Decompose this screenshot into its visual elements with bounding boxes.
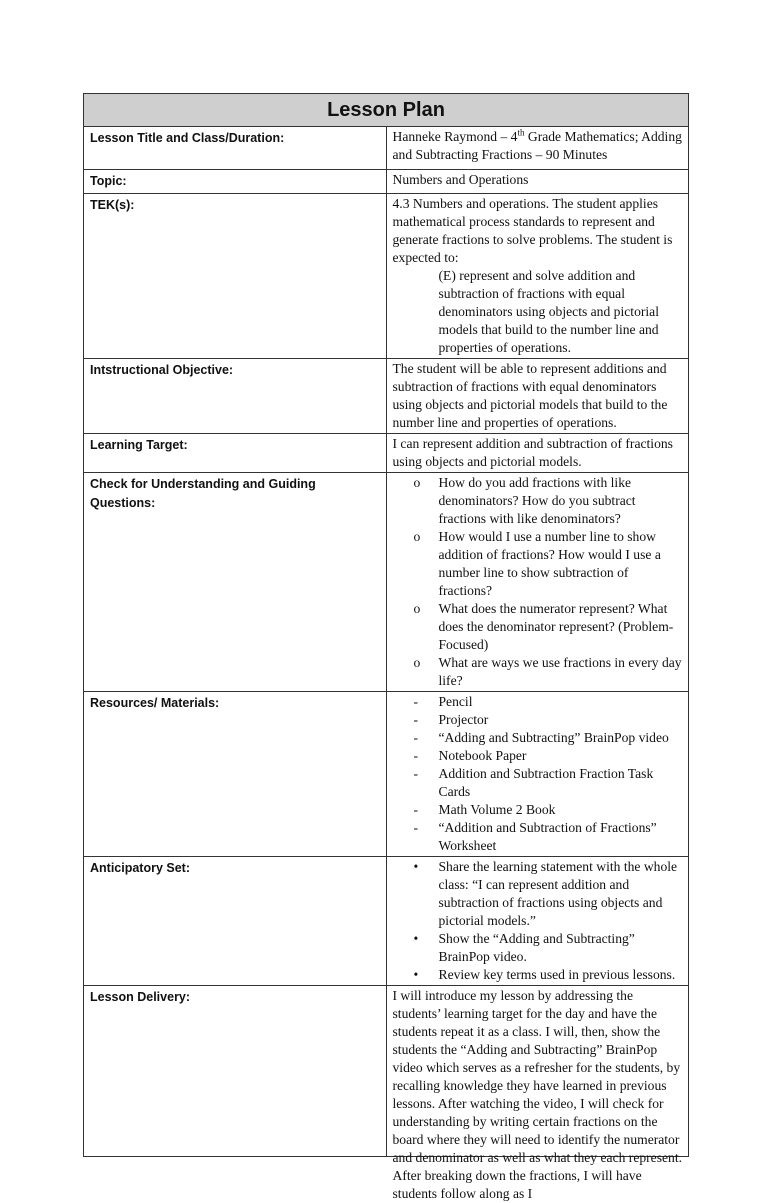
list-item: - “Adding and Subtracting” BrainPop video: [413, 730, 669, 745]
row-teks: [84, 194, 689, 359]
bullet-icon: •: [413, 967, 419, 982]
objective-label: Intstructional Objective:: [84, 359, 387, 434]
circle-bullet-icon: o: [413, 655, 421, 670]
row-learning-target: [84, 434, 689, 473]
dash-bullet-icon: -: [413, 712, 419, 727]
lesson-delivery-paragraph: I will introduce my lesson by addressing the students’ learning target for the day and have the students repeat it as a class. I will, then, show the students the “Adding and Subtracting” BrainPop video which serves as a refresher for the students, by recalling knowledge they have learned in previous lessons. After watching the video, I will check for understanding by writing certain fractions on the board where they will need to identify the numerator and denominator as well as what they each represent.: [392, 988, 683, 1165]
learning-target-label: Learning Target:: [84, 434, 387, 473]
anticipatory-set-value: [386, 857, 689, 986]
lesson-delivery-paragraph: After breaking down the fractions, I will have students follow along as I: [392, 1168, 642, 1201]
lesson-plan-table: [83, 93, 689, 1201]
table-title: Lesson Plan: [84, 94, 689, 127]
row-lesson-delivery: [84, 986, 689, 1157]
guiding-questions-list: [393, 474, 683, 690]
list-item: o What are ways we use fractions in every day life?: [413, 655, 682, 688]
circle-bullet-icon: o: [413, 529, 421, 544]
resources-list: [393, 693, 683, 855]
teks-intro: 4.3 Numbers and operations. The student applies mathematical process standards to represent and generate fractions to solve problems. The student is expected to:: [392, 196, 673, 265]
list-item: o How would I use a number line to show addition of fractions? How would I use a number line to show subtraction of fractions?: [413, 529, 661, 598]
objective-value: The student will be able to represent additions and subtraction of fractions with equal denominators using objects and pictorial models that build to the number line and properties of operations.: [386, 359, 689, 434]
teks-value: [386, 194, 689, 359]
bullet-icon: •: [413, 931, 419, 946]
row-objective: [84, 359, 689, 434]
row-anticipatory-set: [84, 857, 689, 986]
anticipatory-set-label: Anticipatory Set:: [84, 857, 387, 986]
list-item: - Addition and Subtraction Fraction Task Cards: [413, 766, 654, 799]
row-resources: [84, 692, 689, 857]
list-item: - Projector: [413, 712, 489, 727]
dash-bullet-icon: -: [413, 694, 419, 709]
anticipatory-list: [393, 858, 683, 984]
circle-bullet-icon: o: [413, 601, 421, 616]
guiding-questions-value: [386, 473, 689, 692]
dash-bullet-icon: -: [413, 766, 419, 781]
dash-bullet-icon: -: [413, 748, 419, 763]
list-item: • Show the “Adding and Subtracting” BrainPop video.: [413, 931, 635, 964]
lesson-title-label: Lesson Title and Class/Duration:: [84, 127, 387, 170]
lesson-delivery-label: Lesson Delivery:: [84, 986, 387, 1157]
topic-label: Topic:: [84, 170, 387, 194]
lesson-title-value: Hanneke Raymond – 4th Grade Mathematics; Adding and Subtracting Fractions – 90 Minutes: [386, 127, 689, 170]
row-lesson-title: [84, 127, 689, 170]
list-item: • Share the learning statement with the whole class: “I can represent addition and subtraction of fractions using objects and pictorial models.”: [413, 859, 678, 928]
row-guiding-questions: [84, 473, 689, 692]
list-item: - “Addition and Subtraction of Fractions” Worksheet: [413, 820, 657, 853]
teks-item: (E) represent and solve addition and subtraction of fractions with equal denominators using objects and pictorial models that build to the number line and properties of operations.: [438, 268, 659, 355]
list-item: - Math Volume 2 Book: [413, 802, 556, 817]
lesson-delivery-value: [386, 986, 689, 1201]
dash-bullet-icon: -: [413, 730, 419, 745]
list-item: - Notebook Paper: [413, 748, 527, 763]
list-item: • Review key terms used in previous lessons.: [413, 967, 676, 982]
dash-bullet-icon: -: [413, 802, 419, 817]
guiding-questions-label: Check for Understanding and Guiding Questions:: [84, 473, 387, 692]
resources-label: Resources/ Materials:: [84, 692, 387, 857]
dash-bullet-icon: -: [413, 820, 419, 835]
teks-label: TEK(s):: [84, 194, 387, 359]
list-item: - Pencil: [413, 694, 473, 709]
topic-value: Numbers and Operations: [386, 170, 689, 194]
bullet-icon: •: [413, 859, 419, 874]
resources-value: [386, 692, 689, 857]
learning-target-value: I can represent addition and subtraction of fractions using objects and pictorial models.: [386, 434, 689, 473]
circle-bullet-icon: o: [413, 475, 421, 490]
list-item: o What does the numerator represent? What does the denominator represent? (Problem-Focused): [413, 601, 674, 652]
list-item: o How do you add fractions with like denominators? How do you subtract fractions with like denominators?: [413, 475, 636, 526]
row-topic: [84, 170, 689, 194]
